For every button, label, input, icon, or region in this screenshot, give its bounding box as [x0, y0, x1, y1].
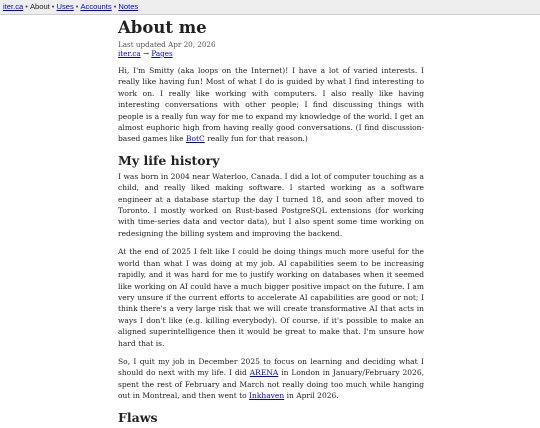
history-paragraph-3: So, I quit my job in December 2025 to focus on learning and deciding what I should do next with my life. I did ARENA in London in January/February 2026, spent the rest of February and March not really doing too much while hanging out in Montreal, and then went to Inkhaven in April 2026.: [118, 356, 424, 401]
top-navigation: [0, 0, 540, 15]
nav-link-accounts[interactable]: Accounts: [80, 2, 112, 11]
intro-paragraph: Hi, I'm Smitty (aka loops on the Internet)! I have a lot of varied interests. I really like having fun! Most of what I do is guided by what I find interesting to work on. I really like working with computers. I also really like having interesting conversations with other people; I find discussing things with people is a really fun way for me to expand my knowledge of the world. I get an almost euphoric high from having really good conversations. (I find discussion-based games like BotC really fun for that reason.): [118, 66, 424, 144]
page-title: About me: [118, 18, 207, 37]
last-updated: Last updated Apr 20, 2026: [118, 40, 216, 49]
breadcrumb-home-link[interactable]: iter.ca: [118, 49, 141, 58]
nav-link-home[interactable]: iter.ca: [3, 2, 24, 11]
arena-link[interactable]: ARENA: [249, 368, 279, 378]
nav-link-uses[interactable]: Uses: [56, 2, 74, 11]
botc-link[interactable]: BotC: [185, 134, 205, 144]
nav-current-about: About: [29, 2, 50, 11]
article: [118, 14, 424, 428]
history-paragraph-2: At the end of 2025 I felt like I could be doing things much more useful for the world than what I was doing at my job. AI capabilities seem to be increasing rapidly, and it was hard for me to justify working on databases when it seemed like working on AI could have a much bigger positive impact on the future. I am very unsure if the current efforts to accelerate AI capabilities are good or not; I think there's a very large risk that we will create transformative AI that acts in ways I don't like (e.g. killing everybody). Of course, if it's possible to make an aligned superintelligence then it would be great to make that. I'm unsure how hard that is.: [118, 247, 424, 348]
nav-separator: •: [25, 2, 28, 11]
nav-separator: •: [75, 2, 79, 11]
nav-separator: •: [51, 2, 55, 11]
breadcrumb-arrow-icon: →: [142, 49, 150, 58]
nav-link-notes[interactable]: Notes: [118, 2, 139, 11]
inkhaven-link[interactable]: Inkhaven: [249, 391, 285, 401]
breadcrumb-pages-link[interactable]: Pages: [151, 49, 173, 58]
breadcrumb: [118, 49, 424, 58]
history-paragraph-1: I was born in 2004 near Waterloo, Canada. I did a lot of computer touching as a child, and really liked making software. I started working as a software engineer at a database startup the day I turned 18, and soon after moved to Toronto. I mostly worked on Rust-based PostgreSQL extensions (for working with time-series data and vector data), but I also spent some time working on redesigning the billing system and improving the backend.: [118, 171, 424, 238]
flaws-heading: Flaws: [118, 409, 158, 425]
life-history-heading: My life history: [118, 152, 220, 168]
nav-separator: •: [113, 2, 117, 11]
